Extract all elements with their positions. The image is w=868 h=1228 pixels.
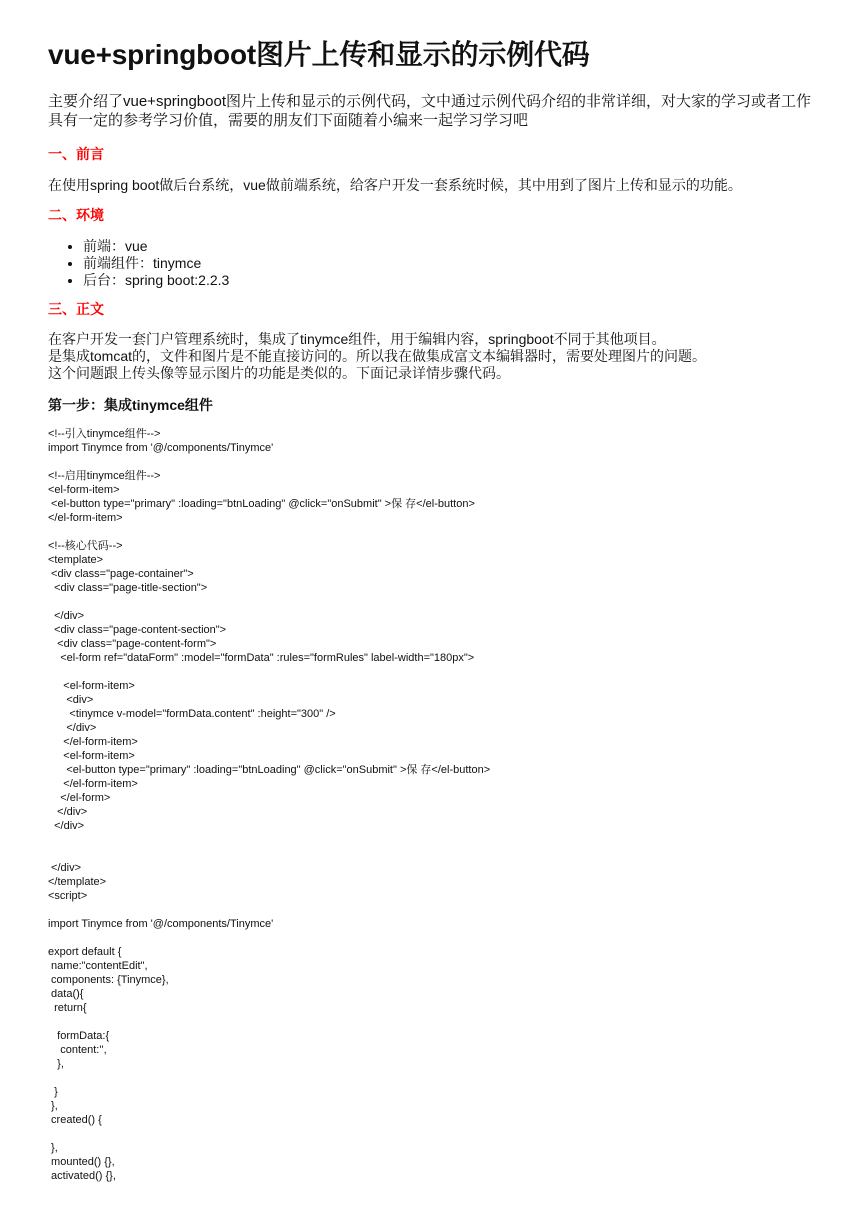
page-title: vue+springboot图片上传和显示的示例代码 xyxy=(48,39,590,70)
list-item: • 前端组件：tinymce xyxy=(83,255,229,272)
code-block: <!--引入tinymce组件--> import Tinymce from '@/components/Tinymce' <!--启用tinymce组件--> <el-form-item> <el-button type="primary" :loading="btnLoading" @click="onSubmit" >保 存</el-button> </el-form-item> <!--核心代码--> <template> <div class="page-container"> <div class="page-title-section"> </div> <div class="page-content-section"> <div class="page-content-form"> <el-form ref="dataForm" :model="formData" :rules="formRules" label-width="180px"> <el-form-item> <div> <tinymce v-model="formData.content" :height="300" /> </div> </el-form-item> <el-form-item> <el-button type="primary" :loading="btnLoading" @click="onSubmit" >保 存</el-button> </el-form-item> </el-form> </div> </div> </div> </template> <script> import Tinymce from '@/components/Tinymce' export default { name:"contentEdit", components: {Tinymce}, data(){ return{ formData:{ content:'', }, } }, created() { }, mounted() {}, activated() {}, xyxy=(48,428,491,1182)
list-item: • 前端：vue xyxy=(83,238,229,255)
heading-preface: 一、前言 xyxy=(48,146,104,162)
body-line: 这个问题跟上传头像等显示图片的功能是类似的。下面记录详情步骤代码。 xyxy=(48,365,510,381)
heading-body: 三、正文 xyxy=(48,301,104,317)
step-one-heading: 第一步：集成tinymce组件 xyxy=(48,397,213,413)
preface-text: 在使用spring boot做后台系统，vue做前端系统，给客户开发一套系统时候，其中用到了图片上传和显示的功能。 xyxy=(48,177,742,193)
body-line: 是集成tomcat的，文件和图片是不能直接访问的。所以我在做集成富文本编辑器时，需要处理图片的问题。 xyxy=(48,348,707,364)
list-item: • 后台：spring boot:2.2.3 xyxy=(83,272,229,289)
environment-list xyxy=(48,238,229,289)
article-summary: 主要介绍了vue+springboot图片上传和显示的示例代码，文中通过示例代码介绍的非常详细，对大家的学习或者工作具有一定的参考学习价值，需要的朋友们下面随着小编来一起学习学习吧 xyxy=(48,93,811,129)
heading-environment: 二、环境 xyxy=(48,207,104,223)
body-line: 在客户开发一套门户管理系统时，集成了tinymce组件，用于编辑内容，springboot不同于其他项目。 xyxy=(48,331,666,347)
